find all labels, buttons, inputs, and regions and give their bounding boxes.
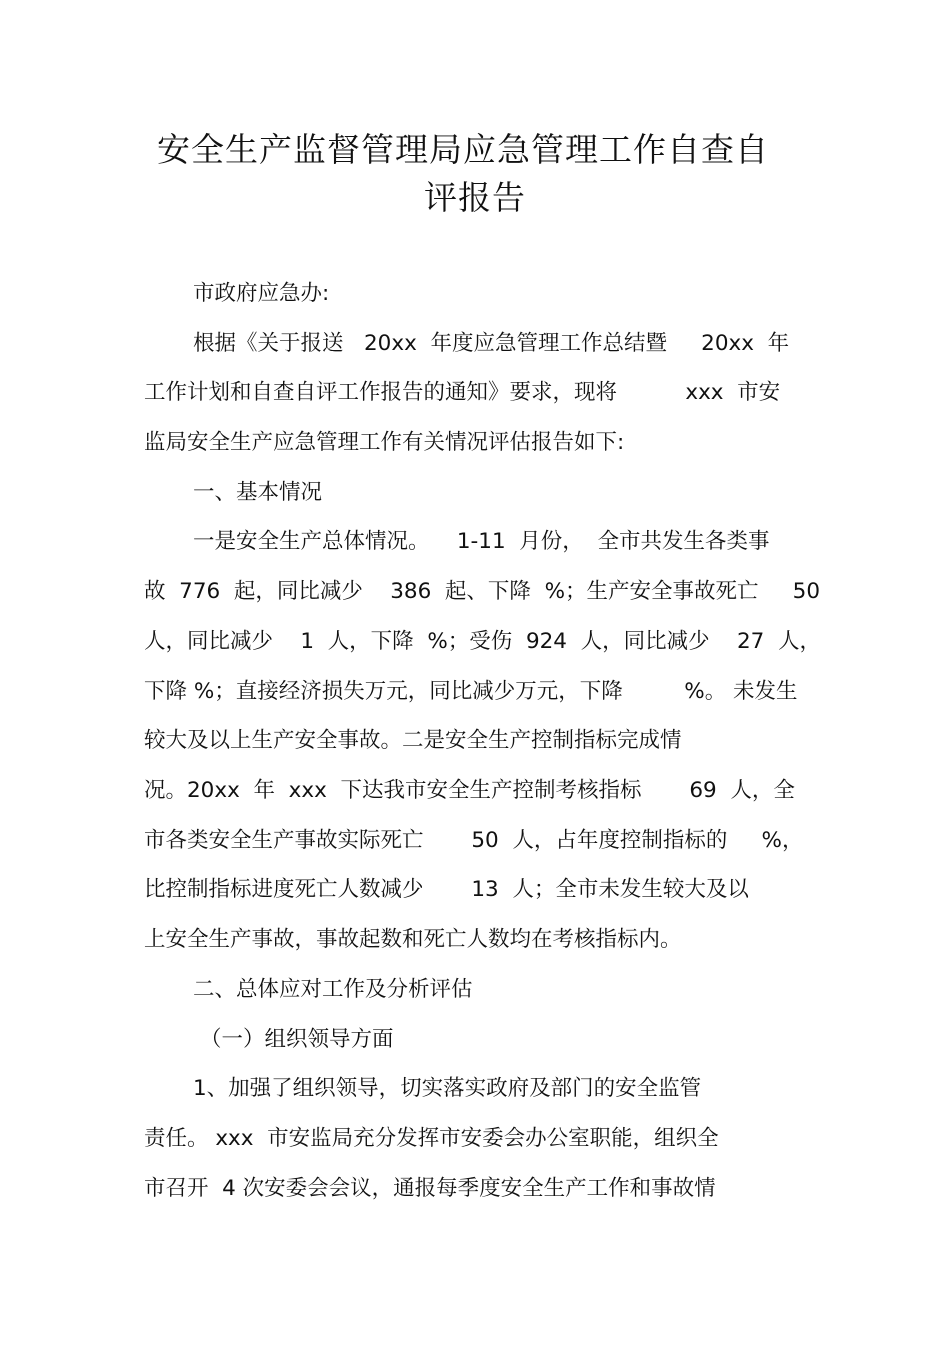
- paragraph-line: 市各类安全生产事故实际死亡 50 人，占年度控制指标的 %，: [144, 828, 804, 853]
- salutation: 市政府应急办:: [193, 281, 330, 306]
- paragraph-line: 工作计划和自查自评工作报告的通知》要求，现将 xxx 市安: [144, 380, 781, 405]
- paragraph-line: 监局安全生产应急管理工作有关情况评估报告如下:: [144, 430, 625, 455]
- paragraph-line: 根据《关于报送 20xx 年度应急管理工作总结暨 20xx 年: [193, 331, 790, 356]
- paragraph-line: 人，同比减少 1 人，下降 %；受伤 924 人，同比减少 27 人，: [144, 629, 822, 654]
- document-title-line-1: 安全生产监督管理局应急管理工作自查自: [157, 130, 769, 169]
- paragraph-line: 市召开 4 次安委会会议，通报每季度安全生产工作和事故情: [144, 1176, 716, 1201]
- subsection-heading: （一）组织领导方面: [200, 1027, 394, 1052]
- section-heading: 一、基本情况: [193, 480, 323, 505]
- paragraph-line: 比控制指标进度死亡人数减少 13 人；全市未发生较大及以: [144, 877, 749, 902]
- paragraph-line: 责任。 xxx 市安监局充分发挥市安委会办公室职能，组织全: [144, 1126, 719, 1151]
- paragraph-line: 故 776 起，同比减少 386 起、下降 %；生产安全事故死亡 50: [144, 579, 821, 604]
- section-heading: 二、总体应对工作及分析评估: [193, 977, 473, 1002]
- paragraph-line: 较大及以上生产安全事故。二是安全生产控制指标完成情: [144, 728, 682, 753]
- paragraph-line: 况。20xx 年 xxx 下达我市安全生产控制考核指标 69 人，全: [144, 778, 795, 803]
- paragraph-line: 上安全生产事故，事故起数和死亡人数均在考核指标内。: [144, 927, 682, 952]
- paragraph-line: 一是安全生产总体情况。 1-11 月份， 全市共发生各类事: [193, 529, 770, 554]
- document-title-line-2: 评报告: [424, 178, 526, 217]
- paragraph-line: 下降 %；直接经济损失万元，同比减少万元，下降 %。 未发生: [144, 679, 798, 704]
- paragraph-line: 1、加强了组织领导，切实落实政府及部门的安全监管: [193, 1076, 702, 1101]
